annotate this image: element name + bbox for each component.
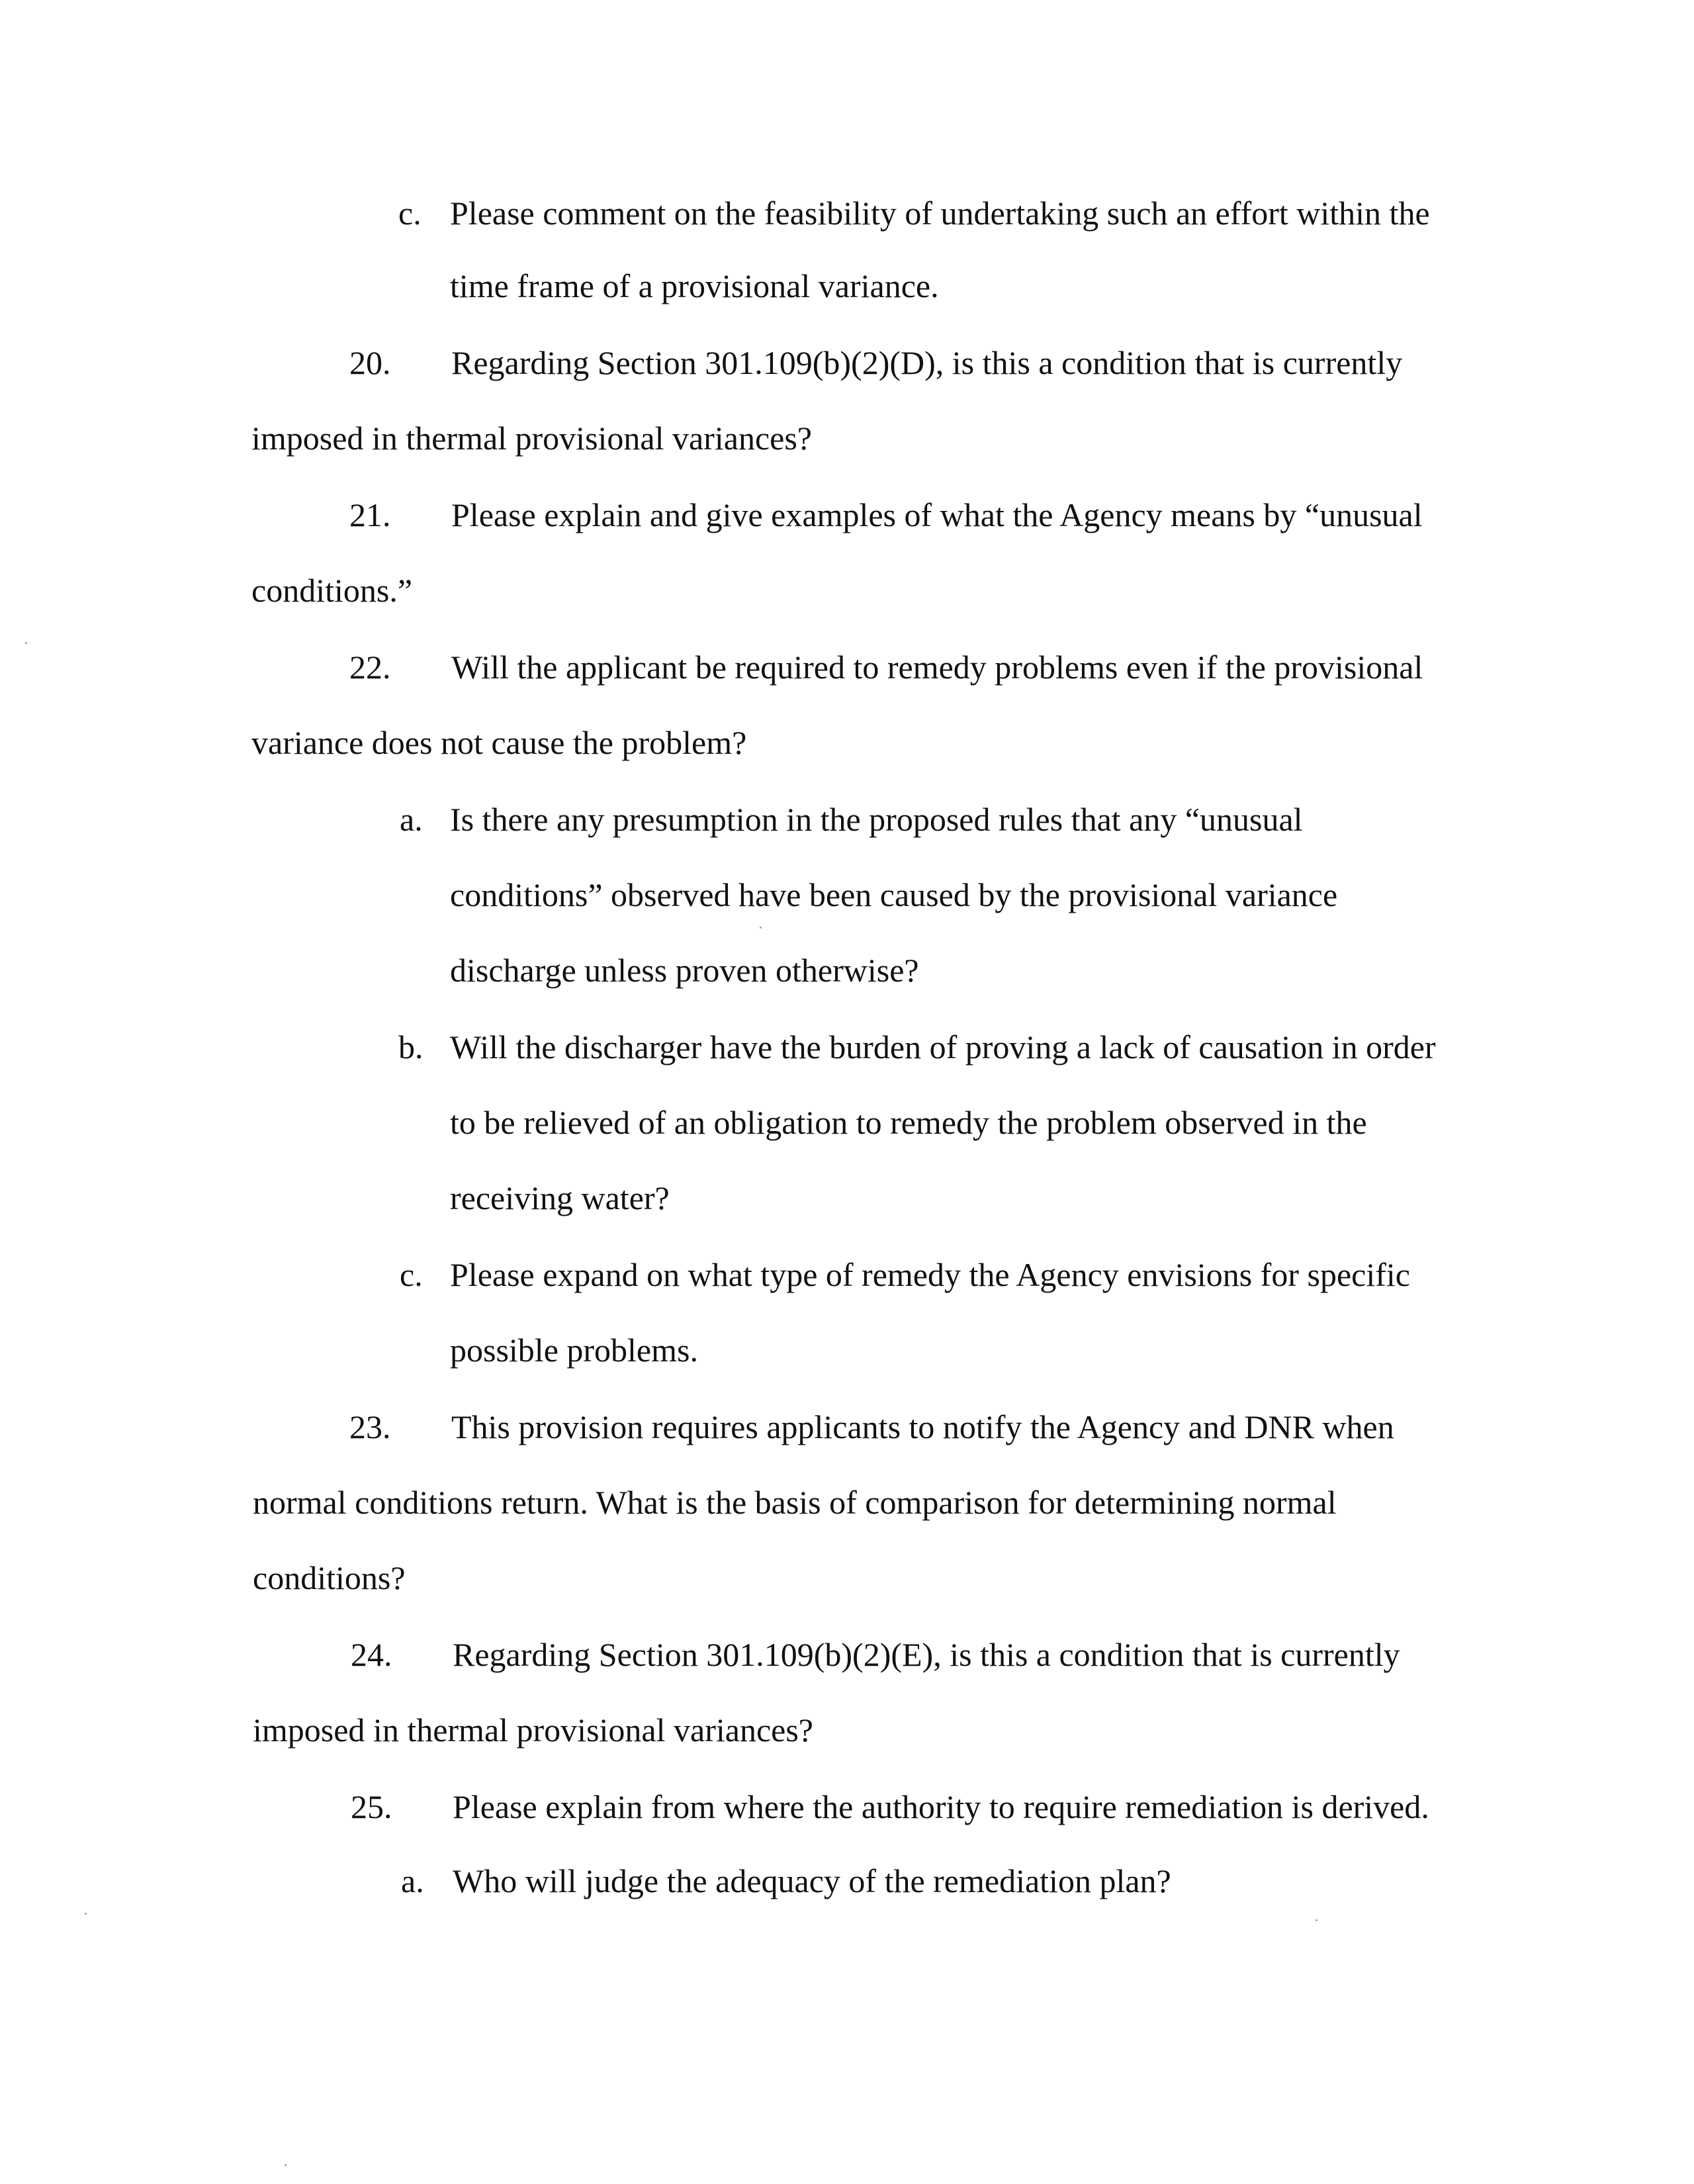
scan-speck (760, 927, 762, 929)
scan-speck (25, 642, 27, 644)
text-line: Please explain from where the authority to require remediation is derived. (453, 1788, 1429, 1825)
question-number: 24. (351, 1636, 392, 1673)
text-line: possible problems. (450, 1332, 698, 1369)
text-line: Please expand on what type of remedy the Agency envisions for specific (450, 1256, 1410, 1293)
item-marker: a. (401, 1862, 424, 1899)
text-line: receiving water? (450, 1179, 670, 1216)
text-line: conditions? (253, 1559, 406, 1596)
text-line: imposed in thermal provisional variances? (251, 420, 812, 457)
text-line: Will the applicant be required to remedy problems even if the provisional (451, 649, 1423, 686)
text-line: variance does not cause the problem? (251, 724, 747, 761)
scan-speck (85, 1913, 87, 1915)
text-line: Regarding Section 301.109(b)(2)(E), is this a condition that is currently (453, 1636, 1400, 1673)
text-line: Please comment on the feasibility of undertaking such an effort within the (450, 195, 1430, 232)
question-number: 25. (351, 1788, 392, 1825)
question-number: 21. (349, 496, 391, 533)
item-marker: a. (400, 801, 423, 838)
scan-speck (285, 2164, 287, 2166)
question-number: 23. (349, 1408, 391, 1445)
text-line: imposed in thermal provisional variances? (253, 1711, 813, 1749)
text-line: discharge unless proven otherwise? (450, 952, 919, 989)
text-line: conditions.” (251, 572, 413, 609)
item-marker: b. (398, 1028, 424, 1066)
text-line: Regarding Section 301.109(b)(2)(D), is this a condition that is currently (451, 344, 1403, 381)
question-number: 20. (349, 344, 391, 381)
text-line: This provision requires applicants to notify the Agency and DNR when (451, 1408, 1394, 1445)
item-marker: c. (398, 195, 422, 232)
text-line: conditions” observed have been caused by the provisional variance (450, 876, 1338, 913)
text-line: Is there any presumption in the proposed rules that any “unusual (450, 801, 1303, 838)
item-marker: c. (400, 1256, 423, 1293)
question-number: 22. (349, 649, 391, 686)
text-line: Please explain and give examples of what the Agency means by “unusual (451, 496, 1423, 533)
text-line: Will the discharger have the burden of proving a lack of causation in order (450, 1028, 1436, 1066)
text-line: Who will judge the adequacy of the remediation plan? (453, 1862, 1171, 1899)
text-line: time frame of a provisional variance. (450, 267, 939, 304)
text-line: to be relieved of an obligation to remedy the problem observed in the (450, 1104, 1367, 1141)
scan-speck (1315, 1919, 1317, 1921)
text-line: normal conditions return. What is the basis of comparison for determining normal (253, 1484, 1337, 1521)
